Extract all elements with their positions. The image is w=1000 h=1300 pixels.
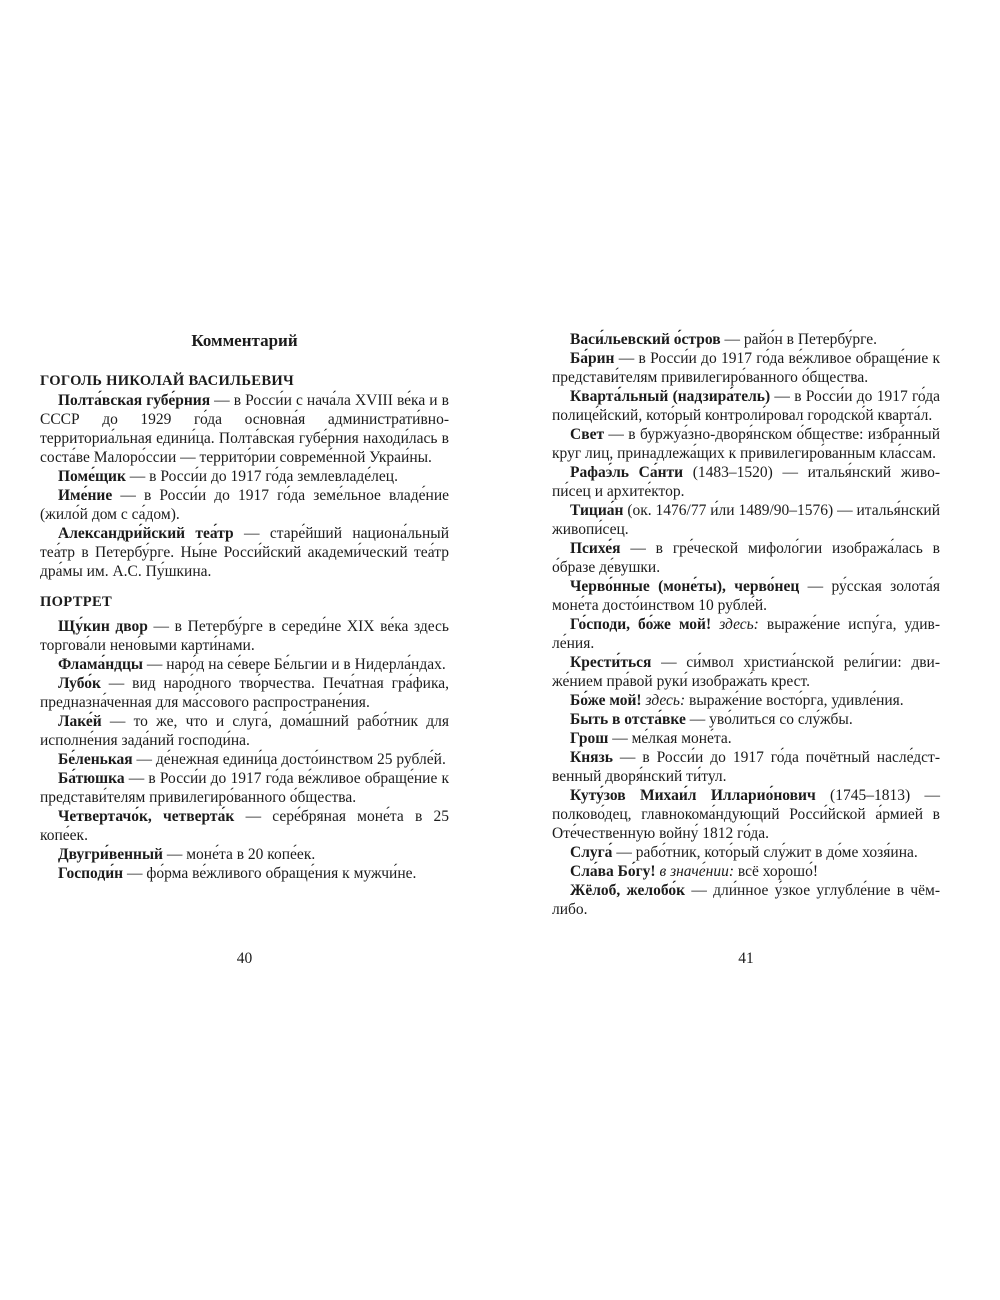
entry-definition: — ме́лкая моне́та. — [608, 730, 732, 747]
glossary-entry — [552, 691, 940, 710]
entry-definition: — де́нежная едини́ца досто́инством 25 рубле́й. — [132, 751, 446, 768]
glossary-entry — [552, 425, 940, 463]
entry-definition: — в Росси́и до 1917 го́да ве́жливое обраще́ние к представи́телям привилегиро́ванного о́бщества. — [552, 350, 940, 386]
entry-definition: — вид наро́дного тво́рчества. Печа́тная гра́фика, предназна́ченная для ма́ссового распростране́ния. — [40, 675, 449, 711]
glossary-entry — [552, 786, 940, 843]
entry-term: Господи́н — [58, 865, 124, 882]
glossary-entry — [40, 486, 449, 524]
entry-term: ГОГОЛЬ НИКОЛАЙ ВАСИЛЬЕВИЧ — [40, 373, 295, 389]
glossary-entry — [552, 615, 940, 653]
glossary-entry — [40, 807, 449, 845]
glossary-entry — [552, 653, 940, 691]
entry-term: Поме́щик — [58, 468, 126, 485]
chapter-heading — [40, 331, 449, 351]
entry-term: Лубо́к — [58, 675, 101, 692]
entry-term: Черво́нные (моне́ты), черво́нец — [570, 578, 800, 595]
entry-definition: — в Петербу́рге в середи́не XIX ве́ка здесь торгова́ли нено́выми карти́нами. — [40, 618, 449, 654]
entry-term: Сла́ва Бо́гу! — [570, 863, 656, 880]
entry-term: Четвертачо́к, четверта́к — [58, 808, 235, 825]
glossary-entry — [40, 712, 449, 750]
entry-definition: — уво́литься со слу́жбы. — [685, 711, 853, 728]
glossary-entry — [40, 769, 449, 807]
entry-term: Свет — [570, 426, 605, 443]
entry-definition: (1745–1813) — полково́дец, главнокома́ндующий Росси́йской а́рмией в Оте́чественную войну́ 1812 го́да. — [552, 787, 940, 842]
entry-definition: — наро́д на се́вере Бе́льгии и в Нидерла́ндах. — [143, 656, 446, 673]
entry-definition: — в буржуа́зно-дворя́нском о́бществе: избра́нный круг лиц, принадлежа́щих к привилегиро́ванным кла́ссам. — [552, 426, 940, 462]
entry-term: Тициа́н — [570, 502, 624, 519]
glossary-entry — [40, 391, 449, 467]
glossary-entry — [40, 674, 449, 712]
entry-term: Александри́йский теа́тр — [58, 525, 234, 542]
page-right-text — [552, 330, 940, 919]
entry-term: Крести́ться — [570, 654, 652, 671]
glossary-entry — [552, 862, 940, 881]
entry-definition: — в Росси́и с нача́ла XVIII ве́ка и в СССР до 1929 го́да основна́я администрати́вно-территориа́льная едини́ца. Полта́вская губе́рния находи́лась в соста́ве Малоро́ссии — террито́рии совреме́нной Украи́ны. — [40, 392, 450, 466]
glossary-entry — [552, 729, 940, 748]
glossary-entry — [552, 387, 940, 425]
entry-term: Быть в отста́вке — [570, 711, 686, 728]
entry-definition: — дли́нное у́зкое углубле́ние в чём-либо. — [552, 882, 940, 918]
entry-definition: — то же, что и слуга́, дома́шний рабо́тник для исполне́ния зада́ний господи́на. — [40, 713, 449, 749]
section-title — [40, 593, 449, 612]
entry-definition: — моне́та в 20 копе́ек. — [163, 846, 316, 863]
entry-definition: — сере́бряная моне́та в 25 копе́ек. — [40, 808, 449, 844]
entry-term: Име́ние — [58, 487, 113, 504]
glossary-entry — [552, 501, 940, 539]
entry-term: Бо́же мой! — [570, 692, 642, 709]
page-number-right: 41 — [738, 950, 754, 967]
entry-definition: — в Росси́и до 1917 го́да земе́льное владе́ние (жило́й дом с са́дом). — [40, 487, 449, 523]
entry-term: Князь — [570, 749, 613, 766]
glossary-entry — [40, 750, 449, 769]
entry-definition: — в Росси́и до 1917 го́да полице́йский, кото́рый контроли́ровал городско́й кварта́л. — [552, 388, 941, 424]
glossary-entry — [40, 655, 449, 674]
section-title — [40, 372, 449, 391]
entry-term: Рафаэ́ль Са́нти — [570, 464, 684, 481]
entry-definition: — в Росси́и до 1917 го́да ве́жливое обраще́ние к представи́телям привилегиро́ванного о́бщества. — [40, 770, 449, 806]
glossary-entry — [552, 577, 940, 615]
entry-term: Полта́вская губе́рния — [58, 392, 211, 409]
entry-term: Кварта́льный (надзира́тель) — [570, 388, 771, 405]
glossary-entry — [552, 539, 940, 577]
entry-term: Щу́кин двор — [58, 618, 148, 635]
entry-term: Бе́ленькая — [58, 751, 133, 768]
glossary-entry — [552, 881, 940, 919]
entry-term: Ба́рин — [570, 350, 615, 367]
glossary-entry — [40, 524, 449, 581]
glossary-entry — [40, 864, 449, 883]
entry-definition: — в гре́ческой мифоло́гии изобража́лась в о́бразе де́вушки. — [552, 540, 940, 576]
glossary-entry — [40, 845, 449, 864]
entry-definition: — рабо́тник, кото́рый слу́жит в до́ме хозя́ина. — [612, 844, 918, 861]
entry-definition: (ок. 1476/77 и́ли 1489/90–1576) — италья́нский живопи́сец. — [552, 502, 940, 538]
entry-definition: — си́мвол христиа́нской рели́гии: движе́нием пра́вой руки́ изобража́ть крест. — [552, 654, 940, 690]
entry-term: Васи́льевский о́стров — [570, 331, 721, 348]
entry-term: Куту́зов Михаи́л Илларио́нович — [570, 787, 816, 804]
glossary-entry — [552, 710, 940, 729]
entry-term: Слуга́ — [570, 844, 613, 861]
glossary-entry — [552, 330, 940, 349]
page-left-text — [40, 331, 449, 883]
entry-usage-note: здесь: — [641, 692, 686, 709]
entry-term: Го́споди, бо́же мой! — [570, 616, 712, 633]
entry-usage-note: в значе́нии: — [655, 863, 734, 880]
entry-term: Жёлоб, желобо́к — [570, 882, 686, 899]
entry-term: Двугри́венный — [58, 846, 163, 863]
entry-term: Флама́ндцы — [58, 656, 143, 673]
entry-definition: — ру́сская золота́я моне́та досто́инством 10 рубле́й. — [552, 578, 940, 614]
entry-term: Комментарий — [191, 331, 298, 350]
entry-term: Грош — [570, 730, 609, 747]
glossary-entry — [552, 843, 940, 862]
entry-definition: всё хорошо́! — [733, 863, 818, 880]
entry-definition: — фо́рма ве́жливого обраще́ния к мужчи́не. — [123, 865, 417, 882]
entry-term: Психе́я — [570, 540, 621, 557]
entry-term: Лаке́й — [58, 713, 102, 730]
entry-usage-note: здесь: — [711, 616, 759, 633]
glossary-entry — [40, 467, 449, 486]
glossary-entry — [552, 748, 940, 786]
entry-term: ПОРТРЕТ — [40, 594, 113, 610]
entry-definition: (1483–1520) — италья́нский живопи́сец и архите́ктор. — [552, 464, 940, 500]
entry-definition: — старе́йший национа́льный теа́тр в Петербу́рге. Ны́не Росси́йский академи́ческий теа́тр дра́мы им. А.С. Пу́шкина. — [40, 525, 449, 580]
glossary-entry — [552, 349, 940, 387]
page-number-left: 40 — [236, 950, 253, 967]
entry-term: Ба́тюшка — [58, 770, 125, 787]
entry-definition: — в Росси́и до 1917 го́да почётный насле́дственный дворя́нский ти́тул. — [552, 749, 940, 785]
entry-definition: выраже́ние испу́га, удивле́ния. — [552, 616, 940, 652]
entry-definition: — райо́н в Петербу́рге. — [720, 331, 878, 348]
entry-definition: выраже́ние восто́рга, удивле́ния. — [685, 692, 904, 709]
glossary-entry — [552, 463, 940, 501]
entry-definition: — в Росси́и до 1917 го́да землевладе́лец. — [125, 468, 398, 485]
glossary-entry — [40, 617, 449, 655]
